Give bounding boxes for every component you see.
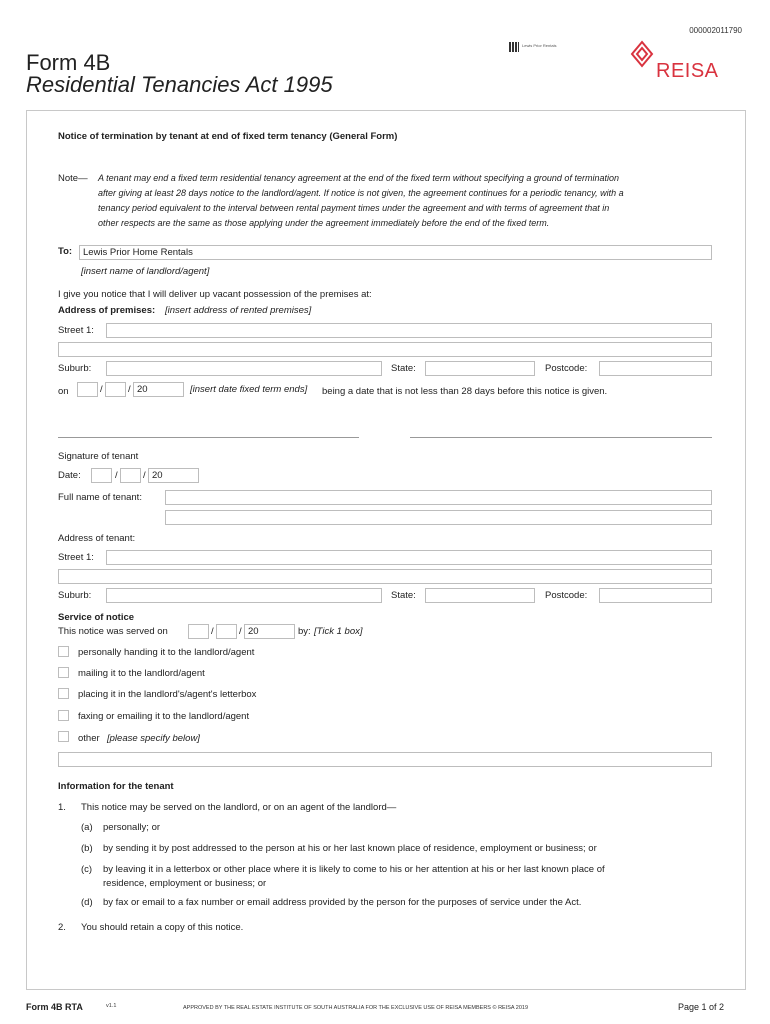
on-label: on — [58, 386, 69, 397]
tenant-street-2-input[interactable] — [58, 569, 712, 584]
tenant-fullname-2-input[interactable] — [165, 510, 712, 525]
tenant-state-input[interactable] — [425, 588, 535, 603]
premises-suburb-label: Suburb: — [58, 363, 92, 374]
footer-approval: APPROVED BY THE REAL ESTATE INSTITUTE OF SOUTH AUSTRALIA FOR THE EXCLUSIVE USE OF REISA MEMBERS © REISA 2019 — [183, 1005, 529, 1011]
end-date-year-input[interactable]: 20 — [133, 382, 184, 397]
service-option-checkbox[interactable] — [58, 710, 69, 721]
tenant-address-label: Address of tenant: — [58, 533, 136, 544]
info-sub-label: (c) — [81, 864, 93, 875]
date-slash: / — [143, 470, 146, 481]
served-on-label: This notice was served on — [58, 626, 168, 637]
premises-street-label: Street 1: — [58, 325, 94, 336]
page-number: Page 1 of 2 — [678, 1002, 725, 1012]
served-year-input[interactable]: 20 — [244, 624, 295, 639]
info-sub-label: (b) — [81, 843, 93, 854]
service-option-checkbox[interactable] — [58, 646, 69, 657]
date-slash: / — [211, 626, 214, 637]
by-hint: [Tick 1 box] — [314, 626, 363, 637]
premises-state-label: State: — [391, 363, 416, 374]
date-slash: / — [115, 470, 118, 481]
tenant-date-label: Date: — [58, 470, 81, 481]
service-other-input[interactable] — [58, 752, 712, 767]
notice-heading: Notice of termination by tenant at end of fixed term tenancy (General Form) — [58, 131, 398, 142]
info-sub-text: by leaving it in a letterbox or other place where it is likely to come to his or her attention at his or her last known place of — [103, 864, 605, 875]
qr-code-icon — [509, 42, 519, 52]
tenant-street-label: Street 1: — [58, 552, 94, 563]
premises-postcode-label: Postcode: — [545, 363, 588, 374]
tenant-suburb-label: Suburb: — [58, 590, 92, 601]
info-sub-text: by fax or email to a fax number or email address provided by the person for the purposes of service under the Act. — [103, 897, 582, 908]
tenant-date-day-input[interactable] — [91, 468, 112, 483]
tenant-date-year-input[interactable]: 20 — [148, 468, 199, 483]
info-sub-text: residence, employment or business; or — [103, 878, 267, 889]
reisa-logo-text: REISA — [656, 60, 719, 82]
service-option-label: personally handing it to the landlord/agent — [78, 647, 255, 658]
served-day-input[interactable] — [188, 624, 209, 639]
second-signature-line[interactable] — [410, 437, 712, 438]
service-option-checkbox[interactable] — [58, 688, 69, 699]
premises-state-input[interactable] — [425, 361, 535, 376]
reisa-logo-icon — [628, 40, 656, 70]
info-sub-text: by sending it by post addressed to the person at his or her last known place of residence, employment or business; or — [103, 843, 597, 854]
note-line-3: tenancy period equivalent to the interval between rental payment times under the agreement and with terms of agreement that in — [98, 203, 610, 213]
form-title: Form 4B — [26, 50, 111, 75]
premises-address-label: Address of premises: — [58, 305, 156, 316]
footer-version: v1.1 — [106, 1003, 117, 1009]
note-line-4: other respects are the same as those applying under the agreement immediately before the end of the fixed term. — [98, 218, 550, 228]
note-line-2: after giving at least 28 days notice to the landlord/agent. If notice is not given, the agreement continues for a periodic tenancy, with a — [98, 188, 624, 198]
premises-postcode-input[interactable] — [599, 361, 712, 376]
date-slash: / — [100, 384, 103, 395]
info-sub-label: (a) — [81, 822, 93, 833]
service-heading: Service of notice — [58, 612, 135, 623]
info-item-number: 1. — [58, 802, 66, 813]
service-option-label: other — [78, 733, 100, 744]
date-slash: / — [128, 384, 131, 395]
tenant-signature-line[interactable] — [58, 437, 359, 438]
date-tail-text: being a date that is not less than 28 days before this notice is given. — [322, 386, 608, 397]
info-sub-text: personally; or — [103, 822, 161, 833]
tenant-postcode-label: Postcode: — [545, 590, 588, 601]
service-option-checkbox[interactable] — [58, 667, 69, 678]
by-label: by: — [298, 626, 311, 637]
info-item-text: You should retain a copy of this notice. — [81, 922, 244, 933]
premises-suburb-input[interactable] — [106, 361, 382, 376]
note-label: Note— — [58, 173, 88, 184]
note-line-1: A tenant may end a fixed term residential tenancy agreement at the end of the fixed term without specifying a ground of termination — [98, 173, 619, 183]
landlord-name-hint: [insert name of landlord/agent] — [81, 266, 210, 277]
signature-label: Signature of tenant — [58, 451, 139, 462]
served-month-input[interactable] — [216, 624, 237, 639]
landlord-name-input[interactable]: Lewis Prior Home Rentals — [79, 245, 712, 260]
info-item-text: This notice may be served on the landlord, or on an agent of the landlord— — [81, 802, 397, 813]
fullname-label: Full name of tenant: — [58, 492, 142, 503]
tenant-suburb-input[interactable] — [106, 588, 382, 603]
document-number: 000002011790 — [689, 26, 742, 35]
footer-form-code: Form 4B RTA — [26, 1002, 83, 1012]
tenant-state-label: State: — [391, 590, 416, 601]
service-option-label: mailing it to the landlord/agent — [78, 668, 205, 679]
info-heading: Information for the tenant — [58, 781, 174, 792]
end-date-month-input[interactable] — [105, 382, 126, 397]
premises-street-input[interactable] — [106, 323, 712, 338]
premises-street-2-input[interactable] — [58, 342, 712, 357]
act-title: Residential Tenancies Act 1995 — [26, 72, 333, 97]
qr-caption: Lewis Prior Rentals — [522, 43, 557, 48]
tenant-street-input[interactable] — [106, 550, 712, 565]
tenant-fullname-input[interactable] — [165, 490, 712, 505]
service-option-label: placing it in the landlord's/agent's letterbox — [78, 689, 257, 700]
end-date-day-input[interactable] — [77, 382, 98, 397]
info-item-number: 2. — [58, 922, 66, 933]
info-sub-label: (d) — [81, 897, 93, 908]
to-label: To: — [58, 246, 73, 257]
tenant-date-month-input[interactable] — [120, 468, 141, 483]
date-hint: [insert date fixed term ends] — [190, 384, 308, 395]
tenant-postcode-input[interactable] — [599, 588, 712, 603]
date-slash: / — [239, 626, 242, 637]
service-option-label: faxing or emailing it to the landlord/agent — [78, 711, 250, 722]
give-notice-text: I give you notice that I will deliver up vacant possession of the premises at: — [58, 289, 372, 300]
service-option-checkbox[interactable] — [58, 731, 69, 742]
premises-address-hint: [insert address of rented premises] — [165, 305, 312, 316]
service-option-hint: [please specify below] — [107, 733, 200, 744]
